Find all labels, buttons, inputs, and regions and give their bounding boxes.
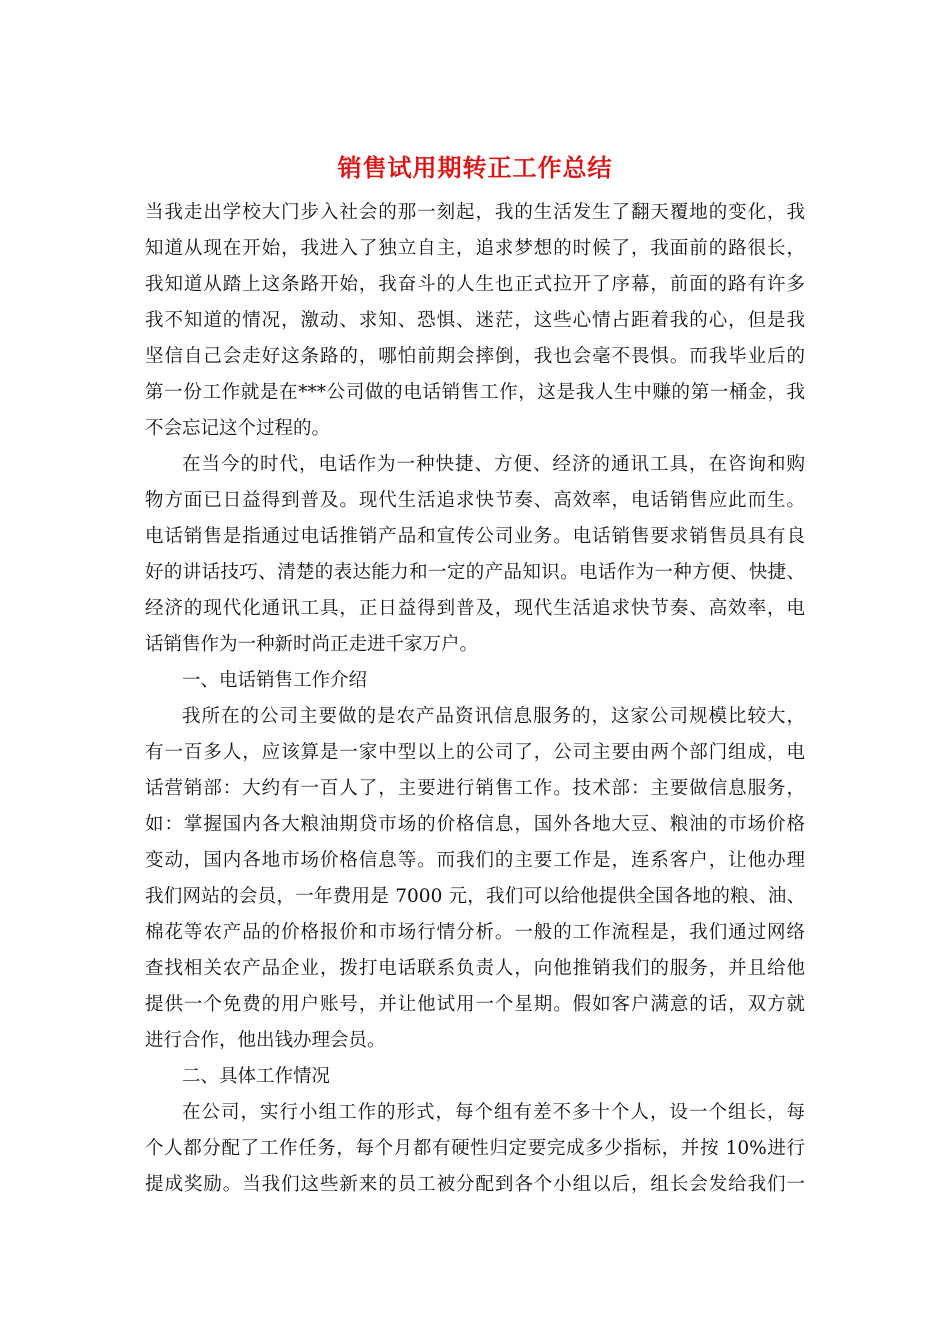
text-line: 变动，国内各地市场价格信息等。而我们的主要工作是，连系客户，让他办理 xyxy=(145,850,805,871)
text-line: 坚信自己会走好这条路的，哪怕前期会摔倒，我也会毫不畏惧。而我毕业后的 xyxy=(145,346,805,367)
text-line: 第一份工作就是在***公司做的电话销售工作，这是我人生中赚的第一桶金，我 xyxy=(145,382,805,403)
text-line: 查找相关农产品企业，拨打电话联系负责人，向他推销我们的服务，并且给他 xyxy=(145,958,805,979)
text-line: 我所在的公司主要做的是农产品资讯信息服务的，这家公司规模比较大， xyxy=(182,706,805,727)
text-line: 有一百多人，应该算是一家中型以上的公司了，公司主要由两个部门组成，电 xyxy=(145,742,805,763)
text-line: 我知道从踏上这条路开始，我奋斗的人生也正式拉开了序幕，前面的路有许多 xyxy=(145,274,805,295)
text-line: 物方面已日益得到普及。现代生活追求快节奏、高效率，电话销售应此而生。 xyxy=(145,490,805,511)
text-line: 电话销售是指通过电话推销产品和宣传公司业务。电话销售要求销售员具有良 xyxy=(145,526,805,547)
text-line: 提供一个免费的用户账号，并让他试用一个星期。假如客户满意的话，双方就 xyxy=(145,994,805,1015)
document-title: 销售试用期转正工作总结 xyxy=(337,153,613,182)
text-line: 知道从现在开始，我进入了独立自主，追求梦想的时候了，我面前的路很长， xyxy=(145,238,805,259)
text-line: 在公司，实行小组工作的形式，每个组有差不多十个人，设一个组长，每 xyxy=(182,1102,805,1123)
text-line: 个人都分配了工作任务，每个月都有硬性归定要完成多少指标，并按 10%进行 xyxy=(145,1138,805,1159)
text-line: 提成奖励。当我们这些新来的员工被分配到各个小组以后，组长会发给我们一 xyxy=(145,1174,805,1195)
text-line: 不会忘记这个过程的。 xyxy=(145,418,331,439)
text-line: 话营销部：大约有一百人了，主要进行销售工作。技术部：主要做信息服务， xyxy=(145,778,805,799)
section-heading: 一、电话销售工作介绍 xyxy=(182,670,368,691)
text-line: 棉花等农产品的价格报价和市场行情分析。一般的工作流程是，我们通过网络 xyxy=(145,922,805,943)
text-line: 我不知道的情况，激动、求知、恐惧、迷茫，这些心情占距着我的心，但是我 xyxy=(145,310,805,331)
text-line: 如：掌握国内各大粮油期贷市场的价格信息，国外各地大豆、粮油的市场价格 xyxy=(145,814,805,835)
text-line: 话销售作为一种新时尚正走进千家万户。 xyxy=(145,634,479,655)
text-line: 进行合作，他出钱办理会员。 xyxy=(145,1030,386,1051)
text-line: 我们网站的会员，一年费用是 7000 元，我们可以给他提供全国各地的粮、油、 xyxy=(145,886,805,907)
text-line: 当我走出学校大门步入社会的那一刻起，我的生活发生了翻天覆地的变化，我 xyxy=(145,202,805,223)
text-line: 好的讲话技巧、清楚的表达能力和一定的产品知识。电话作为一种方便、快捷、 xyxy=(145,562,805,583)
section-heading: 二、具体工作情况 xyxy=(182,1066,331,1087)
text-line: 经济的现代化通讯工具，正日益得到普及，现代生活追求快节奏、高效率，电 xyxy=(145,598,805,619)
text-line: 在当今的时代，电话作为一种快捷、方便、经济的通讯工具，在咨询和购 xyxy=(182,454,805,475)
